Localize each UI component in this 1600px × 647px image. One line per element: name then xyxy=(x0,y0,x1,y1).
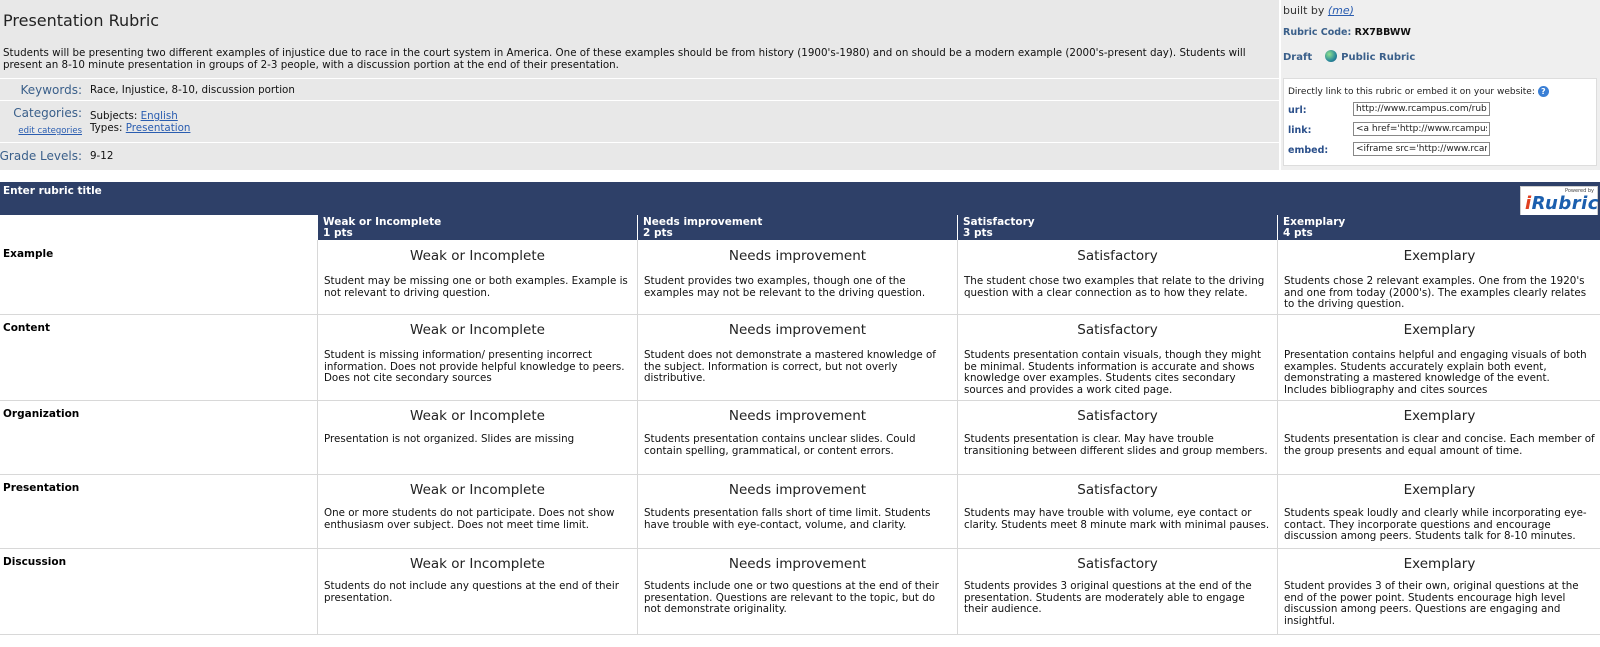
cell-text: Students presentation contains unclear slides. Could contain spelling, grammatical, or content errors. xyxy=(644,433,916,457)
cell-level: Needs improvement xyxy=(728,322,867,338)
cell-level: Weak or Incomplete xyxy=(410,248,545,264)
type-presentation-link[interactable]: Presentation xyxy=(125,122,191,134)
column-name: Weak or Incomplete xyxy=(323,216,442,228)
column-name: Needs improvement xyxy=(643,216,763,228)
criterion-label: Content xyxy=(3,322,51,334)
rubric-cell[interactable] xyxy=(1277,548,1600,634)
column-header-satisfactory xyxy=(957,215,1277,240)
rubric-cell[interactable] xyxy=(317,400,637,474)
page-title: Presentation Rubric xyxy=(3,11,160,30)
rubric-cell[interactable] xyxy=(1277,314,1600,400)
column-header-needs xyxy=(637,215,957,240)
keywords-row xyxy=(0,78,1279,101)
built-by xyxy=(1283,4,1354,17)
draft-label: Draft xyxy=(1283,52,1313,63)
rubric-code-label: Rubric Code: xyxy=(1283,27,1352,38)
cell-level: Needs improvement xyxy=(728,482,867,498)
rubric-title-bar xyxy=(0,182,1600,215)
link-field[interactable] xyxy=(1353,122,1490,136)
link-label: link: xyxy=(1288,125,1312,136)
help-icon[interactable]: ? xyxy=(1538,86,1549,97)
subject-english-link[interactable]: English xyxy=(140,110,178,122)
cell-level: Weak or Incomplete xyxy=(410,408,545,424)
rubric-cell[interactable] xyxy=(317,240,637,314)
cell-text: Presentation is not organized. Slides are missing xyxy=(324,433,575,445)
url-field[interactable] xyxy=(1353,102,1490,116)
rubric-code xyxy=(1283,27,1411,38)
url-label: url: xyxy=(1288,105,1307,116)
cell-text: Students presentation falls short of time limit. Students have trouble with eye-contact, volume, and clarity. xyxy=(644,507,931,531)
column-name: Exemplary xyxy=(1283,216,1346,228)
embed-info xyxy=(1288,86,1549,97)
rubric-table xyxy=(0,182,1600,647)
column-points: 1 pts xyxy=(323,227,353,239)
cell-level: Needs improvement xyxy=(728,248,867,264)
rubric-cell[interactable] xyxy=(957,314,1277,400)
cell-text: Students speak loudly and clearly while incorporating eye-contact. They incorporate questions and encourage discussion among peers. Students talk for 8-10 minutes. xyxy=(1284,507,1587,543)
cell-level: Satisfactory xyxy=(1077,248,1158,264)
embed-label: embed: xyxy=(1288,145,1329,156)
irubric-logo[interactable] xyxy=(1520,186,1598,216)
cell-level: Weak or Incomplete xyxy=(410,482,545,498)
rubric-cell[interactable] xyxy=(1277,474,1600,548)
cell-text: Students do not include any questions at the end of their presentation. xyxy=(324,580,619,604)
cell-text: Student does not demonstrate a mastered knowledge of the subject. Information is correct, but not overly distributive. xyxy=(644,349,936,385)
built-by-label: built by xyxy=(1283,4,1325,17)
cell-level: Exemplary xyxy=(1403,408,1476,424)
rubric-cell[interactable] xyxy=(637,240,957,314)
rubric-title[interactable]: Enter rubric title xyxy=(3,185,102,197)
cell-level: Exemplary xyxy=(1403,248,1476,264)
rubric-cell[interactable] xyxy=(1277,240,1600,314)
rubric-row-presentation xyxy=(0,474,1600,549)
cell-level: Exemplary xyxy=(1403,556,1476,572)
column-points: 4 pts xyxy=(1283,227,1313,239)
keywords-label: Keywords: xyxy=(20,83,82,97)
subjects-prefix: Subjects: xyxy=(90,110,138,122)
rubric-cell[interactable] xyxy=(317,314,637,400)
rubric-cell[interactable] xyxy=(957,400,1277,474)
cell-level: Satisfactory xyxy=(1077,556,1158,572)
embed-field[interactable] xyxy=(1353,142,1490,156)
rubric-description: Students will be presenting two different examples of injustice due to race in the court system in America. One of these examples should be from history (1900's-1980) and on should be a modern example (2000's-present day). Students will present an 8-10 minute presentation in groups of 2-3 people, with a discussion portion at the end of their presentation. xyxy=(3,47,1246,71)
cell-text: The student chose two examples that relate to the driving question with a clear connection as to how they relate. xyxy=(964,275,1265,299)
criterion-label: Presentation xyxy=(3,482,80,494)
categories-row xyxy=(0,100,1279,143)
cell-text: Students include one or two questions at the end of their presentation. Questions are relevant to the topic, but do not demonstrate originality. xyxy=(644,580,939,616)
rubric-cell[interactable] xyxy=(317,548,637,634)
grade-levels-row xyxy=(0,142,1279,170)
embed-panel xyxy=(1283,78,1597,166)
edit-categories-link[interactable]: edit categories xyxy=(18,126,82,136)
cell-text: Students chose 2 relevant examples. One from the 1920's and one from today (2000's). The examples clearly relates to the driving question. xyxy=(1284,275,1587,311)
cell-level: Exemplary xyxy=(1403,482,1476,498)
cell-text: Student provides 3 of their own, original questions at the end of the power point. Students encourage high level discussion among peers. Questions are engaging and insightful. xyxy=(1284,580,1579,627)
rubric-row-organization xyxy=(0,400,1600,475)
rubric-cell[interactable] xyxy=(637,474,957,548)
cell-text: Students presentation contain visuals, though they might be minimal. Students information is accurate and shows knowledge over examples. Students cites secondary sources and provides a work cited page. xyxy=(964,349,1262,396)
rubric-row-discussion xyxy=(0,548,1600,635)
cell-level: Satisfactory xyxy=(1077,322,1158,338)
cell-text: Student provides two examples, though one of the examples may not be relevant to the driving question. xyxy=(644,275,926,299)
cell-level: Needs improvement xyxy=(728,408,867,424)
logo-wordmark: iRubric xyxy=(1525,193,1599,214)
categories-label: Categories: xyxy=(13,106,82,120)
column-header-exemplary xyxy=(1277,215,1600,240)
rubric-status xyxy=(1283,50,1415,63)
rubric-cell[interactable] xyxy=(957,240,1277,314)
rubric-cell[interactable] xyxy=(1277,400,1600,474)
cell-level: Weak or Incomplete xyxy=(410,322,545,338)
rubric-cell[interactable] xyxy=(637,548,957,634)
column-name: Satisfactory xyxy=(963,216,1035,228)
rubric-cell[interactable] xyxy=(637,314,957,400)
rubric-cell[interactable] xyxy=(317,474,637,548)
cell-text: Student is missing information/ presenting incorrect information. Does not provide helpful knowledge to peers. Does not cite secondary sources xyxy=(324,349,625,385)
rubric-header xyxy=(0,0,1600,170)
types-prefix: Types: xyxy=(90,122,123,134)
cell-text: Students presentation is clear and concise. Each member of the group presents and equal amount of time. xyxy=(1284,433,1595,457)
categories-value xyxy=(90,110,190,134)
rubric-cell[interactable] xyxy=(637,400,957,474)
author-link[interactable]: (me) xyxy=(1327,4,1354,17)
cell-level: Satisfactory xyxy=(1077,408,1158,424)
rubric-info-panel xyxy=(0,0,1279,170)
criterion-label: Organization xyxy=(3,408,80,420)
rubric-row-example xyxy=(0,240,1600,315)
cell-text: Students provides 3 original questions at the end of the presentation. Students are moderately able to engage their audience. xyxy=(964,580,1252,616)
column-points: 2 pts xyxy=(643,227,673,239)
cell-level: Needs improvement xyxy=(728,556,867,572)
rubric-cell[interactable] xyxy=(957,474,1277,548)
embed-info-text: Directly link to this rubric or embed it on your website: xyxy=(1288,87,1535,97)
criterion-label: Example xyxy=(3,248,54,260)
cell-level: Satisfactory xyxy=(1077,482,1158,498)
logo-powered-by: Powered by xyxy=(1565,188,1594,194)
globe-icon xyxy=(1325,50,1337,62)
cell-level: Exemplary xyxy=(1403,322,1476,338)
rubric-code-value: RX7BBWW xyxy=(1354,27,1411,38)
cell-text: Presentation contains helpful and engaging visuals of both examples. Students accurately explain both event, demonstrating a mastered knowledge of the event. Includes bibliography and cites sources xyxy=(1284,349,1587,396)
cell-text: Students may have trouble with volume, eye contact or clarity. Students meet 8 minute mark with minimal pauses. xyxy=(964,507,1270,531)
keywords-value: Race, Injustice, 8-10, discussion portion xyxy=(90,84,295,96)
rubric-cell[interactable] xyxy=(957,548,1277,634)
grade-levels-value: 9-12 xyxy=(90,150,114,162)
grade-levels-label: Grade Levels: xyxy=(0,149,82,163)
cell-text: Student may be missing one or both examples. Example is not relevant to driving question. xyxy=(324,275,628,299)
public-rubric-label: Public Rubric xyxy=(1341,52,1416,63)
cell-text: One or more students do not participate. Does not show enthusiasm over subject. Does not meet time limit. xyxy=(324,507,615,531)
cell-text: Students presentation is clear. May have trouble transitioning between different slides and group members. xyxy=(964,433,1268,457)
column-points: 3 pts xyxy=(963,227,993,239)
column-header-weak xyxy=(317,215,637,240)
criterion-label: Discussion xyxy=(3,556,67,568)
rubric-row-content xyxy=(0,314,1600,401)
cell-level: Weak or Incomplete xyxy=(410,556,545,572)
